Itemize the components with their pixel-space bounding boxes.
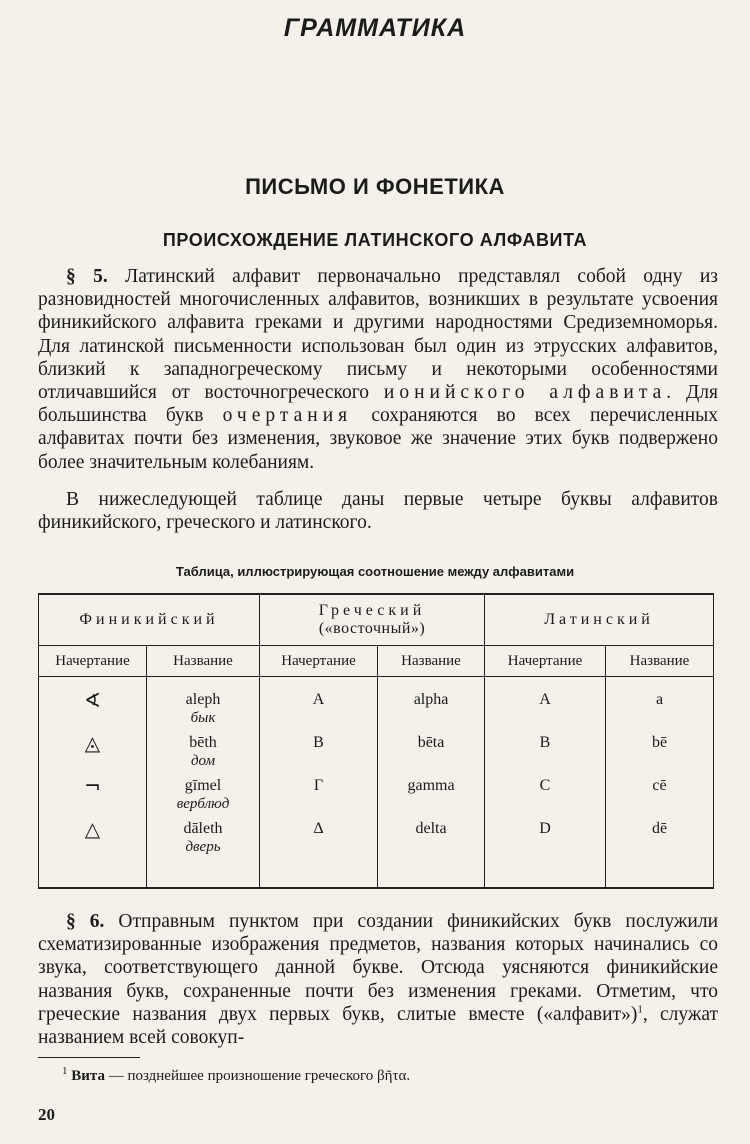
table-cell	[147, 734, 259, 777]
table-cell	[606, 777, 713, 820]
col-header-name: Название	[147, 646, 260, 677]
table-cell	[485, 691, 605, 734]
table-cell	[39, 688, 146, 734]
paragraph-text: сохраняются во всех перечисленных алфавитах почти без изменения, звуковое же значение этих букв подвержено более значительным колебаниям.	[38, 405, 718, 473]
table-cell	[606, 820, 713, 863]
chapter-title: ПИСЬМО И ФОНЕТИКА	[245, 174, 505, 199]
greek-label: Греческий	[318, 602, 426, 619]
table-cell	[378, 777, 484, 820]
paragraph-text: , служат названием всей совокуп-	[38, 1003, 718, 1049]
table-cell	[378, 691, 484, 734]
paragraph-text: Отправным пунктом при создании финикийских букв послужили схематизированные изображения предметов, названия которых начинались со звука, соответствующего данной букве. Отсюда уясняются финикийские названия букв, сохраненные почти без изменения греками. Отметим, что греческие названия двух первых букв, слитые вместе («алфавит»)	[38, 911, 719, 1025]
section-title: ПРОИСХОЖДЕНИЕ ЛАТИНСКОГО АЛФАВИТА	[162, 230, 588, 250]
paragraph-5b-text: В нижеследующей таблице даны первые четыре буквы алфавитов финикийского, греческого и латинского.	[38, 489, 718, 534]
table-cell	[485, 777, 605, 820]
phoenician-name: aleph	[185, 691, 221, 708]
phoenician-glyph: △	[84, 817, 101, 841]
latin-letter: C	[539, 777, 551, 794]
greek-letter: B	[313, 734, 324, 751]
table-cell	[378, 820, 484, 863]
greek-letter: Г	[313, 777, 324, 794]
greek-name: delta	[415, 820, 447, 837]
greek-letter: A	[312, 691, 325, 708]
phoenician-glyph: ∢	[84, 688, 101, 712]
col-greek-form	[260, 677, 378, 889]
col-header-name: Название	[378, 646, 485, 677]
footnote-rule	[38, 1057, 140, 1058]
table-cell	[485, 734, 605, 777]
spaced-term: очертания	[222, 405, 353, 427]
table-cell	[378, 734, 484, 777]
paragraph-text: . Для большинства букв	[38, 382, 718, 427]
table-cell	[260, 691, 377, 734]
table-cell	[260, 820, 377, 863]
phoenician-gloss: бык	[190, 710, 216, 726]
col-header-form: Начертание	[485, 646, 606, 677]
col-latin-name	[606, 677, 714, 889]
paragraph-6	[38, 910, 718, 1049]
spaced-term: ионийского алфавита	[383, 382, 667, 404]
table-cell	[606, 734, 713, 777]
footnote-marker: 1	[62, 1065, 68, 1077]
section-mark: § 5.	[66, 266, 108, 287]
running-head: ГРАММАТИКА	[283, 14, 467, 42]
phoenician-gloss: верблюд	[176, 796, 230, 812]
paragraph-5b	[38, 488, 718, 534]
phoenician-gloss: дом	[190, 753, 216, 769]
phoenician-glyph: ¬	[84, 774, 101, 798]
latin-letter: A	[539, 691, 551, 708]
paragraph-text: Латинский алфавит первоначально представлял собой одну из разновидностей многочисленных алфавитов, возникших в результате усвоения финикийского алфавита греками и другими народностями Средиземноморья. Для латинской письменности использован был один из этрусских алфавитов, близкий к западногреческому письму и некоторыми особенностями отличавшийся от восточногреческого	[38, 266, 719, 404]
col-greek-name	[378, 677, 485, 889]
col-latin-form	[485, 677, 606, 889]
footnote	[62, 1065, 411, 1085]
section-mark: § 6.	[66, 911, 105, 932]
latin-letter: D	[539, 820, 551, 837]
table-cell	[39, 817, 146, 863]
group-header-phoenician: Финикийский	[39, 594, 260, 646]
table-sub-header-row	[39, 646, 714, 677]
phoenician-glyph: ◬	[84, 731, 101, 755]
footnote-text: — позднейшее произношение греческого βῆτα.	[104, 1068, 411, 1084]
greek-name: gamma	[407, 777, 455, 794]
table-title: Таблица, иллюстрирующая соотношение между алфавитами	[175, 564, 575, 579]
greek-name: bēta	[417, 734, 445, 751]
greek-sublabel: («восточный»)	[318, 620, 426, 637]
latin-name: a	[655, 691, 664, 708]
paragraph-5	[38, 265, 718, 474]
latin-letter: B	[539, 734, 551, 751]
paragraph-6-text	[38, 910, 718, 1049]
table-cell	[606, 691, 713, 734]
greek-name: alpha	[413, 691, 449, 708]
phoenician-name: gīmel	[184, 777, 222, 794]
table-cell	[485, 820, 605, 863]
latin-name: cē	[652, 777, 667, 794]
footnote-ref: 1	[637, 1003, 643, 1016]
phoenician-gloss: дверь	[185, 839, 221, 855]
col-header-form: Начертание	[39, 646, 147, 677]
page-number: 20	[38, 1105, 55, 1124]
group-header-latin: Латинский	[485, 594, 714, 646]
table-cell	[147, 777, 259, 820]
table-group-header-row	[39, 594, 714, 646]
greek-letter: Δ	[313, 820, 324, 837]
col-header-form: Начертание	[260, 646, 378, 677]
phoenician-name: dāleth	[183, 820, 223, 837]
col-header-name: Название	[606, 646, 714, 677]
alphabet-table	[38, 593, 714, 889]
table-cell	[260, 777, 377, 820]
phoenician-name: bēth	[189, 734, 217, 751]
table-cell	[147, 691, 259, 734]
table-cell	[260, 734, 377, 777]
footnote-term: Вита	[71, 1068, 105, 1084]
table-cell	[39, 774, 146, 820]
latin-name: dē	[651, 820, 668, 837]
table-cell	[147, 820, 259, 863]
latin-name: bē	[651, 734, 668, 751]
table-cell	[39, 731, 146, 777]
col-phoenician-name	[147, 677, 260, 889]
table-body-row	[39, 677, 714, 889]
paragraph-5-text	[38, 265, 718, 474]
col-phoenician-form	[39, 677, 147, 889]
group-header-greek	[260, 594, 485, 646]
